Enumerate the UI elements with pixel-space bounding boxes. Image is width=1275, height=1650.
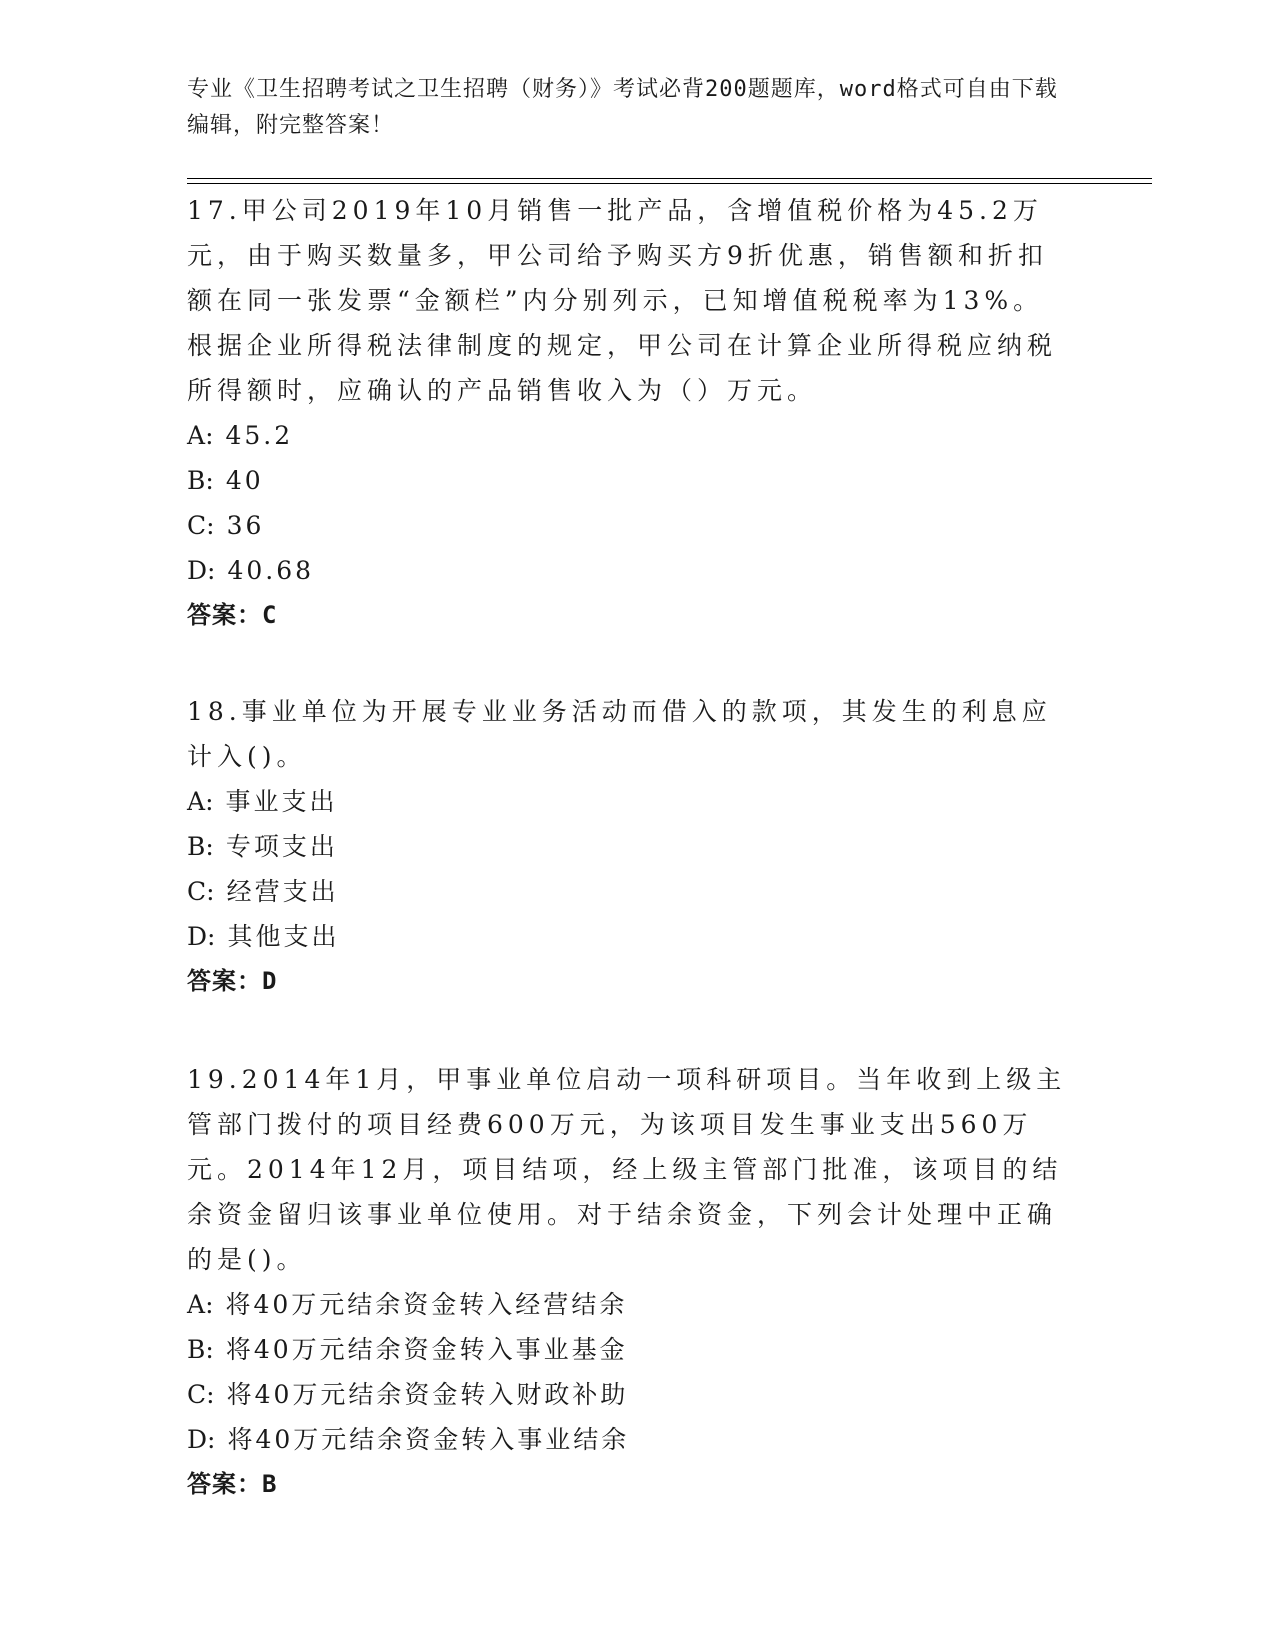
option-key: A (187, 421, 206, 450)
option-separator: : (207, 556, 216, 585)
option-separator: : (207, 922, 216, 951)
option-c (187, 503, 1067, 548)
question-17 (187, 188, 1067, 638)
question-18 (187, 689, 1067, 1004)
question-stem: 19.2014年1月，甲事业单位启动一项科研项目。当年收到上级主管部门拨付的项目经费600万元，为该项目发生事业支出560万元。2014年12月，项目结项，经上级主管部门批准，该项目的结余资金留归该事业单位使用。对于结余资金，下列会计处理中正确的是()。 (187, 1065, 1067, 1274)
option-text: 事业支出 (225, 787, 338, 816)
option-text: 45.2 (225, 421, 294, 450)
option-key: C (187, 1380, 207, 1409)
header-divider-bottom (187, 183, 1152, 184)
option-key: B (187, 466, 206, 495)
option-separator: : (205, 832, 214, 861)
option-key: A (187, 1290, 206, 1319)
option-key: C (187, 511, 207, 540)
answer-line: 答案：B (187, 1470, 278, 1498)
option-key: D (187, 556, 208, 585)
option-separator: : (206, 877, 215, 906)
option-d (187, 914, 1067, 959)
option-text: 经营支出 (226, 877, 339, 906)
option-b (187, 1327, 1067, 1372)
option-text: 40.68 (227, 556, 315, 585)
option-text: 将40万元结余资金转入财政补助 (226, 1380, 629, 1409)
option-b (187, 458, 1067, 503)
option-text: 将40万元结余资金转入事业结余 (227, 1425, 630, 1454)
option-separator: : (206, 511, 215, 540)
option-separator: : (205, 421, 214, 450)
option-d (187, 1417, 1067, 1462)
option-text: 专项支出 (225, 832, 338, 861)
option-a (187, 413, 1067, 458)
question-stem: 17.甲公司2019年10月销售一批产品，含增值税价格为45.2万元，由于购买数量多，甲公司给予购买方9折优惠，销售额和折扣额在同一张发票“金额栏”内分别列示，已知增值税税率为13%。根据企业所得税法律制度的规定，甲公司在计算企业所得税应纳税所得额时，应确认的产品销售收入为（）万元。 (187, 196, 1058, 405)
option-key: D (187, 922, 208, 951)
option-text: 36 (226, 511, 265, 540)
option-separator: : (207, 1425, 216, 1454)
option-text: 将40万元结余资金转入事业基金 (225, 1335, 628, 1364)
question-19 (187, 1057, 1067, 1507)
option-c (187, 869, 1067, 914)
answer-line: 答案：D (187, 967, 278, 995)
answer-line: 答案：C (187, 601, 278, 629)
option-separator: : (205, 1290, 214, 1319)
option-a (187, 1282, 1067, 1327)
option-b (187, 824, 1067, 869)
option-text: 将40万元结余资金转入经营结余 (225, 1290, 628, 1319)
option-a (187, 779, 1067, 824)
option-c (187, 1372, 1067, 1417)
option-separator: : (205, 787, 214, 816)
option-key: B (187, 1335, 206, 1364)
option-separator: : (205, 1335, 214, 1364)
option-key: B (187, 832, 206, 861)
option-text: 其他支出 (227, 922, 340, 951)
option-separator: : (206, 1380, 215, 1409)
option-key: D (187, 1425, 208, 1454)
option-key: C (187, 877, 207, 906)
option-text: 40 (225, 466, 264, 495)
header-divider-top (187, 178, 1152, 179)
document-header: 专业《卫生招聘考试之卫生招聘（财务）》考试必背200题题库，word格式可自由下载编辑，附完整答案！ (187, 77, 1058, 138)
option-key: A (187, 787, 206, 816)
option-separator: : (205, 466, 214, 495)
question-stem: 18.事业单位为开展专业业务活动而借入的款项，其发生的利息应计入()。 (187, 697, 1052, 771)
option-d (187, 548, 1067, 593)
